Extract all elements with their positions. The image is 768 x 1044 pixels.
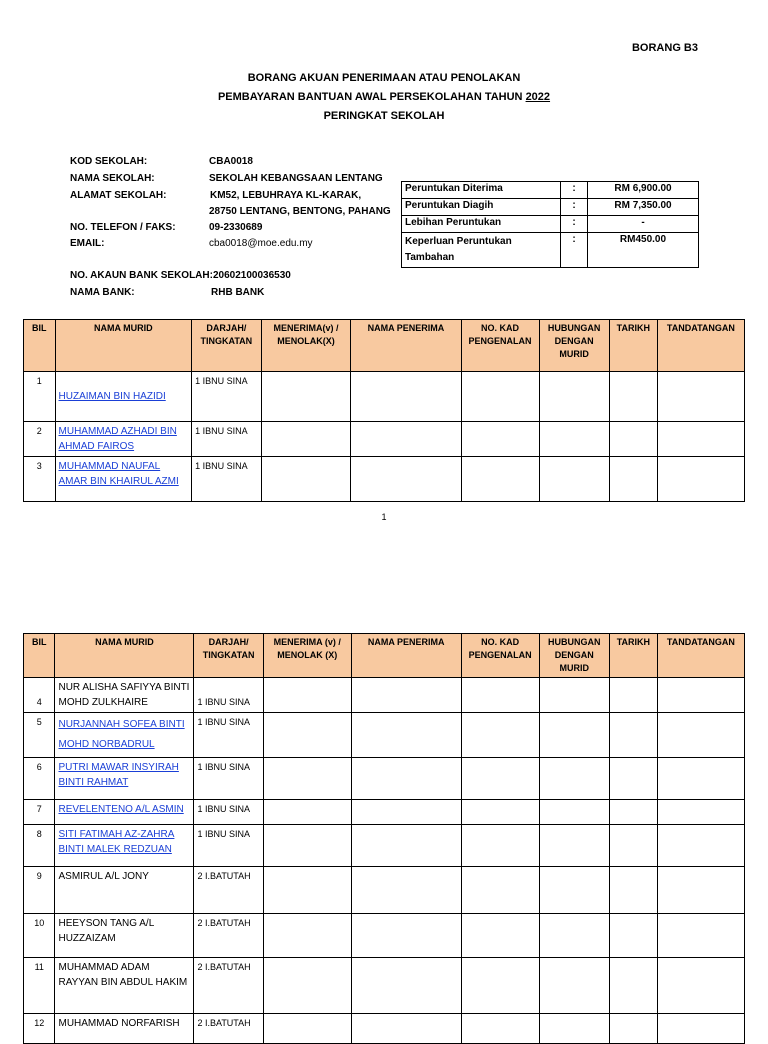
- alamat-line-1: KM52, LEBUHRAYA KL-KARAK,: [210, 190, 362, 201]
- allocation-value: RM 6,900.00: [588, 182, 699, 199]
- relationship-cell[interactable]: [539, 867, 609, 914]
- date-cell[interactable]: [609, 1014, 657, 1044]
- class-name: 1 IBNU SINA: [194, 825, 263, 867]
- akaun-bank-value: 20602100036530: [213, 270, 291, 281]
- allocation-label: Peruntukan Diterima: [402, 182, 561, 199]
- class-name: 1 IBNU SINA: [194, 800, 263, 825]
- status-cell[interactable]: [261, 457, 351, 502]
- student-name-text: NUR ALISHA SAFIYYA BINTI MOHD ZULKHAIRE: [58, 682, 190, 708]
- nama-bank-label: NAMA BANK:: [70, 287, 135, 298]
- ic-number-cell[interactable]: [461, 713, 539, 758]
- table-row: [24, 372, 745, 422]
- student-name: [55, 867, 194, 914]
- relationship-cell[interactable]: [539, 678, 609, 713]
- nama-bank-value: RHB BANK: [211, 287, 265, 298]
- allocation-separator: :: [561, 199, 588, 216]
- form-code: BORANG B3: [631, 42, 698, 54]
- allocation-value: RM450.00: [588, 233, 699, 268]
- ic-number-cell[interactable]: [461, 825, 539, 867]
- title-line-2-text: PEMBAYARAN BANTUAN AWAL PERSEKOLAHAN TAHUN: [217, 91, 526, 103]
- student-name-text: MUHAMMAD NORFARISH: [58, 1018, 180, 1029]
- column-header: HUBUNGAN DENGAN MURID: [539, 634, 609, 678]
- student-name: [55, 800, 194, 825]
- telefon-label: NO. TELEFON / FAKS:: [70, 222, 176, 233]
- class-name: 1 IBNU SINA: [192, 457, 261, 502]
- column-header: TANDATANGAN: [657, 320, 744, 372]
- signature-cell[interactable]: [657, 800, 744, 825]
- student-name: [55, 372, 192, 422]
- student-name-text[interactable]: MUHAMMAD AZHADI BIN AHMAD FAIROS: [58, 426, 177, 452]
- signature-cell[interactable]: [657, 825, 744, 867]
- student-name-text[interactable]: HUZAIMAN BIN HAZIDI: [58, 391, 166, 402]
- receiver-name-cell[interactable]: [351, 867, 461, 914]
- status-cell[interactable]: [261, 372, 351, 422]
- signature-cell[interactable]: [657, 758, 744, 800]
- page-number: 1: [381, 512, 387, 522]
- ic-number-cell[interactable]: [461, 958, 539, 1014]
- receiver-name-cell[interactable]: [351, 678, 461, 713]
- row-number: 11: [24, 958, 55, 1014]
- class-name: 1 IBNU SINA: [194, 758, 263, 800]
- column-header: DARJAH/ TINGKATAN: [192, 320, 261, 372]
- email-label: EMAIL:: [70, 238, 105, 249]
- column-header: MENERIMA (v) / MENOLAK (X): [263, 634, 351, 678]
- status-cell[interactable]: [263, 800, 351, 825]
- status-cell[interactable]: [263, 914, 351, 958]
- column-header: NO. KAD PENGENALAN: [461, 320, 539, 372]
- student-name-text[interactable]: PUTRI MAWAR INSYIRAH BINTI RAHMAT: [58, 762, 179, 788]
- receiver-name-cell[interactable]: [351, 758, 461, 800]
- signature-cell[interactable]: [657, 1014, 744, 1044]
- relationship-cell[interactable]: [539, 422, 609, 457]
- column-header: TARIKH: [609, 320, 657, 372]
- relationship-cell[interactable]: [539, 825, 609, 867]
- table-row: [24, 457, 745, 502]
- student-table-page-1: [23, 319, 745, 502]
- status-cell[interactable]: [263, 825, 351, 867]
- table-row: [24, 958, 745, 1014]
- row-number: 2: [24, 422, 56, 457]
- column-header: NAMA PENERIMA: [351, 634, 461, 678]
- student-name: [55, 914, 194, 958]
- signature-cell[interactable]: [657, 867, 744, 914]
- date-cell[interactable]: [609, 713, 657, 758]
- date-cell[interactable]: [609, 825, 657, 867]
- signature-cell[interactable]: [657, 914, 744, 958]
- signature-cell[interactable]: [657, 958, 744, 1014]
- receiver-name-cell[interactable]: [351, 958, 461, 1014]
- table-row: [24, 758, 745, 800]
- ic-number-cell[interactable]: [461, 914, 539, 958]
- row-number: 7: [24, 800, 55, 825]
- class-name: 1 IBNU SINA: [194, 678, 263, 713]
- allocation-value: RM 7,350.00: [588, 199, 699, 216]
- alamat-sekolah-label: ALAMAT SEKOLAH:: [70, 190, 167, 201]
- title-year: 2022: [525, 91, 551, 103]
- alamat-line-2: 28750 LENTANG, BENTONG, PAHANG: [209, 206, 391, 217]
- date-cell[interactable]: [609, 457, 657, 502]
- title-line-2: [0, 91, 768, 103]
- student-name-text: HEEYSON TANG A/L HUZZAIZAM: [58, 918, 154, 944]
- row-number: 9: [24, 867, 55, 914]
- student-name: [55, 958, 194, 1014]
- column-header: BIL: [24, 634, 55, 678]
- ic-number-cell[interactable]: [461, 422, 539, 457]
- row-number: 12: [24, 1014, 55, 1044]
- student-name: [55, 758, 194, 800]
- column-header: MENERIMA(v) / MENOLAK(X): [261, 320, 351, 372]
- table-row: [24, 867, 745, 914]
- relationship-cell[interactable]: [539, 800, 609, 825]
- allocation-row: [402, 216, 699, 233]
- allocation-separator: :: [561, 216, 588, 233]
- signature-cell[interactable]: [657, 713, 744, 758]
- date-cell[interactable]: [609, 958, 657, 1014]
- student-name: [55, 825, 194, 867]
- student-name: [55, 422, 192, 457]
- relationship-cell[interactable]: [539, 713, 609, 758]
- signature-cell[interactable]: [657, 422, 744, 457]
- class-name: 1 IBNU SINA: [194, 713, 263, 758]
- student-name-text[interactable]: SITI FATIMAH AZ-ZAHRA BINTI MALEK REDZUAN: [58, 829, 175, 855]
- receiver-name-cell[interactable]: [351, 1014, 461, 1044]
- relationship-cell[interactable]: [539, 914, 609, 958]
- status-cell[interactable]: [263, 867, 351, 914]
- ic-number-cell[interactable]: [461, 372, 539, 422]
- date-cell[interactable]: [609, 867, 657, 914]
- table-row: [24, 800, 745, 825]
- signature-cell[interactable]: [657, 678, 744, 713]
- student-name: [55, 1014, 194, 1044]
- signature-cell[interactable]: [657, 457, 744, 502]
- relationship-cell[interactable]: [539, 758, 609, 800]
- class-name: 1 IBNU SINA: [192, 422, 261, 457]
- class-name: 2 I.BATUTAH: [194, 958, 263, 1014]
- ic-number-cell[interactable]: [461, 1014, 539, 1044]
- relationship-cell[interactable]: [539, 1014, 609, 1044]
- receiver-name-cell[interactable]: [351, 914, 461, 958]
- column-header: NAMA MURID: [55, 634, 194, 678]
- akaun-bank-label: NO. AKAUN BANK SEKOLAH:: [70, 270, 213, 281]
- allocation-row: [402, 182, 699, 199]
- date-cell[interactable]: [609, 372, 657, 422]
- date-cell[interactable]: [609, 758, 657, 800]
- column-header: TANDATANGAN: [657, 634, 744, 678]
- date-cell[interactable]: [609, 422, 657, 457]
- ic-number-cell[interactable]: [461, 867, 539, 914]
- column-header: NO. KAD PENGENALAN: [461, 634, 539, 678]
- table-row: [24, 678, 745, 713]
- allocation-label: Keperluan Peruntukan Tambahan: [402, 233, 561, 268]
- receiver-name-cell[interactable]: [351, 825, 461, 867]
- class-name: 2 I.BATUTAH: [194, 1014, 263, 1044]
- row-number: 10: [24, 914, 55, 958]
- row-number: 6: [24, 758, 55, 800]
- student-table-page-2: [23, 633, 745, 1044]
- allocation-separator: :: [561, 182, 588, 199]
- student-name-text[interactable]: REVELENTENO A/L ASMIN: [58, 804, 184, 815]
- column-header: BIL: [24, 320, 56, 372]
- allocation-separator: :: [561, 233, 588, 268]
- signature-cell[interactable]: [657, 372, 744, 422]
- title-line-3: PERINGKAT SEKOLAH: [323, 110, 445, 122]
- column-header: TARIKH: [609, 634, 657, 678]
- date-cell[interactable]: [609, 678, 657, 713]
- kod-sekolah-label: KOD SEKOLAH:: [70, 156, 148, 167]
- status-cell[interactable]: [261, 422, 351, 457]
- student-name-text: MUHAMMAD ADAM RAYYAN BIN ABDUL HAKIM: [58, 962, 188, 988]
- row-number: 4: [24, 678, 55, 713]
- student-name: [55, 713, 194, 758]
- table-row: [24, 422, 745, 457]
- status-cell[interactable]: [263, 678, 351, 713]
- receiver-name-cell[interactable]: [351, 713, 461, 758]
- column-header: HUBUNGAN DENGAN MURID: [539, 320, 609, 372]
- email-value: cba0018@moe.edu.my: [209, 238, 313, 249]
- title-line-1: BORANG AKUAN PENERIMAAN ATAU PENOLAKAN: [247, 72, 521, 84]
- column-header: NAMA PENERIMA: [351, 320, 461, 372]
- ic-number-cell[interactable]: [461, 758, 539, 800]
- class-name: 2 I.BATUTAH: [194, 867, 263, 914]
- class-name: 1 IBNU SINA: [192, 372, 261, 422]
- table-row: [24, 825, 745, 867]
- class-name: 2 I.BATUTAH: [194, 914, 263, 958]
- status-cell[interactable]: [263, 713, 351, 758]
- ic-number-cell[interactable]: [461, 678, 539, 713]
- date-cell[interactable]: [609, 914, 657, 958]
- relationship-cell[interactable]: [539, 958, 609, 1014]
- row-number: 3: [24, 457, 56, 502]
- allocation-label: Lebihan Peruntukan: [402, 216, 561, 233]
- receiver-name-cell[interactable]: [351, 422, 461, 457]
- nama-sekolah-value: SEKOLAH KEBANGSAAN LENTANG: [209, 173, 383, 184]
- student-name-text[interactable]: NURJANNAH SOFEA BINTI MOHD NORBADRUL: [58, 719, 185, 750]
- allocation-label: Peruntukan Diagih: [402, 199, 561, 216]
- row-number: 5: [24, 713, 55, 758]
- row-number: 8: [24, 825, 55, 867]
- status-cell[interactable]: [263, 758, 351, 800]
- column-header: DARJAH/ TINGKATAN: [194, 634, 263, 678]
- table-row: [24, 713, 745, 758]
- table-row: [24, 914, 745, 958]
- table-row: [24, 1014, 745, 1044]
- receiver-name-cell[interactable]: [351, 800, 461, 825]
- student-name-text[interactable]: MUHAMMAD NAUFAL AMAR BIN KHAIRUL AZMI: [58, 461, 179, 487]
- row-number: 1: [24, 372, 56, 422]
- allocation-value: -: [588, 216, 699, 233]
- student-name-text: ASMIRUL A/L JONY: [58, 871, 149, 882]
- relationship-cell[interactable]: [539, 457, 609, 502]
- column-header: NAMA MURID: [55, 320, 192, 372]
- receiver-name-cell[interactable]: [351, 372, 461, 422]
- allocation-row: [402, 199, 699, 216]
- student-name: [55, 457, 192, 502]
- allocation-row: [402, 233, 699, 268]
- date-cell[interactable]: [609, 800, 657, 825]
- ic-number-cell[interactable]: [461, 800, 539, 825]
- telefon-value: 09-2330689: [209, 222, 263, 233]
- allocation-table: [401, 181, 699, 268]
- status-cell[interactable]: [263, 958, 351, 1014]
- status-cell[interactable]: [263, 1014, 351, 1044]
- relationship-cell[interactable]: [539, 372, 609, 422]
- ic-number-cell[interactable]: [461, 457, 539, 502]
- nama-sekolah-label: NAMA SEKOLAH:: [70, 173, 155, 184]
- student-name: [55, 678, 194, 713]
- receiver-name-cell[interactable]: [351, 457, 461, 502]
- kod-sekolah-value: CBA0018: [209, 156, 253, 167]
